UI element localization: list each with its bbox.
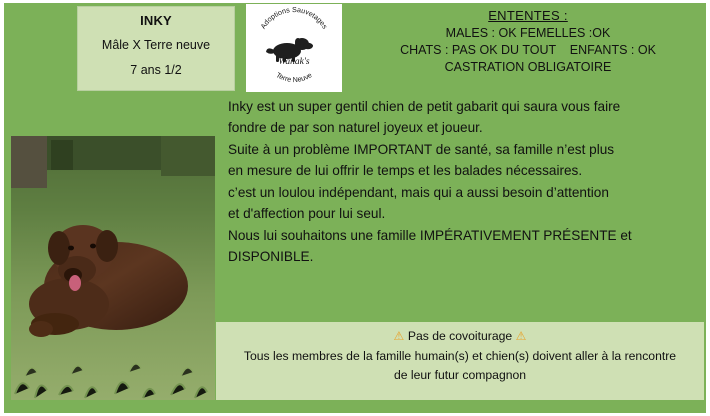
association-logo <box>246 4 342 92</box>
svg-text:Adoptions Sauvetages: Adoptions Sauvetages <box>258 6 330 31</box>
dog-description <box>228 96 700 268</box>
ententes-line-2: CHATS : PAS OK DU TOUT ENFANTS : OK <box>400 43 656 58</box>
warning-icon-right: ⚠ <box>515 329 527 343</box>
dog-photo <box>11 136 215 400</box>
notice-block <box>216 322 704 400</box>
notice-line-3: de leur futur compagnon <box>393 368 527 383</box>
description-line-6: et d'affection pour lui seul. <box>228 206 386 222</box>
description-line-5: c’est un loulou indépendant, mais qui a aussi besoin d’attention <box>228 184 609 200</box>
ententes-title: ENTENTES : <box>488 8 568 23</box>
description-line-2: fondre de par son naturel joyeux et joueur. <box>228 120 483 136</box>
svg-text:Wanak's: Wanak's <box>278 57 310 67</box>
warning-icon-left: ⚠ <box>393 329 405 343</box>
ententes-block <box>352 4 704 94</box>
description-line-7: Nous lui souhaitons une famille IMPÉRATIVEMENT PRÉSENTE et <box>228 227 632 243</box>
dog-age: 7 ans 1/2 <box>130 63 182 77</box>
brown-newfoundland-dog-photo <box>11 136 215 400</box>
dog-info-card <box>77 6 235 91</box>
newfoundland-dog-logo-icon <box>248 6 340 90</box>
notice-line-2: Tous les membres de la famille humain(s) et chien(s) doivent aller à la rencontre <box>243 348 677 363</box>
description-line-3: Suite à un problème IMPORTANT de santé, sa famille n’est plus <box>228 141 615 157</box>
dog-breed: Mâle X Terre neuve <box>101 38 211 52</box>
ententes-line-1: MALES : OK FEMELLES :OK <box>445 25 611 40</box>
description-line-4: en mesure de lui offrir le temps et les balades nécessaires. <box>228 163 583 179</box>
svg-text:Terre Neuve: Terre Neuve <box>274 70 314 85</box>
description-line-8: DISPONIBLE. <box>228 249 314 265</box>
dog-name: INKY <box>140 13 172 28</box>
notice-headline-row <box>216 328 704 346</box>
description-line-1: Inky est un super gentil chien de petit gabarit qui saura vous faire <box>228 99 621 114</box>
notice-headline: Pas de covoiturage <box>407 329 513 343</box>
ententes-line-3: CASTRATION OBLIGATOIRE <box>444 60 612 75</box>
